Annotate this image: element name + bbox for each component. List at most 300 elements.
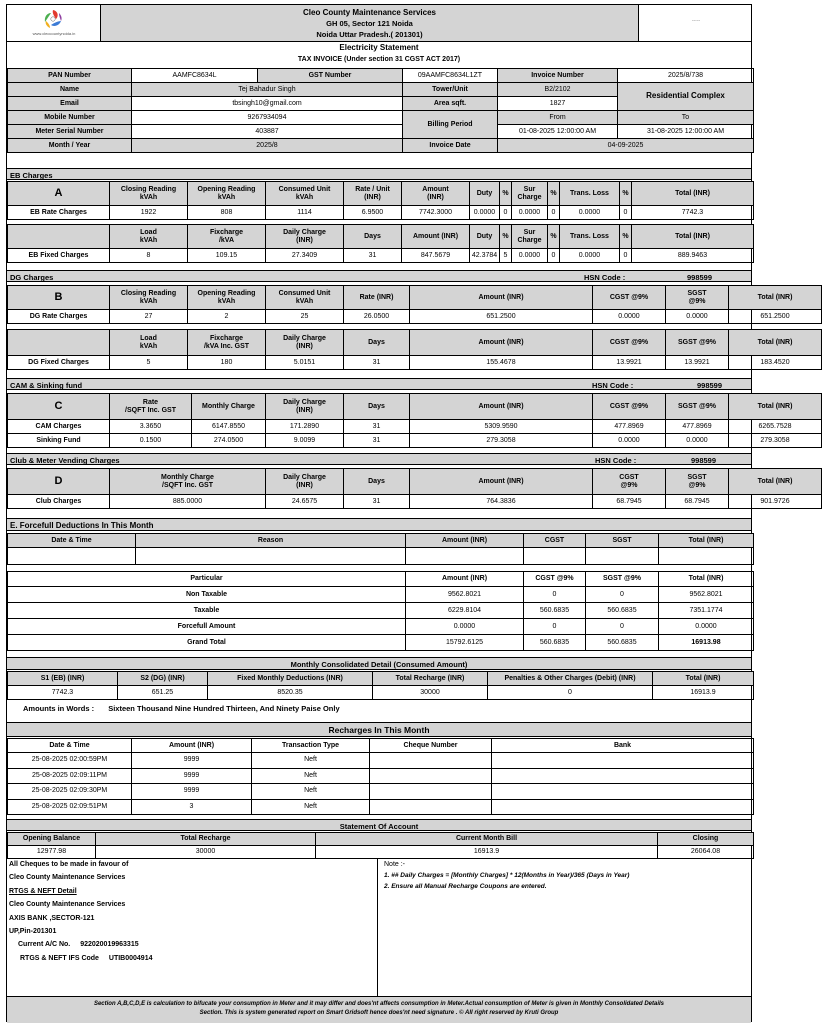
deduction-cgst-header: CGST: [524, 534, 586, 548]
eb-trans-pct-header-2: %: [620, 225, 632, 249]
dg-hsn-label: HSN Code :: [584, 273, 626, 282]
eb-duty-header: Duty: [470, 182, 500, 206]
dg-fixed-sgst: 13.9921: [666, 356, 729, 370]
note-item: 1. ## Daily Charges = [Monthly Charges] * 12(Months in Year)/365 (Days in Year): [384, 872, 630, 879]
meter-serial-label: Meter Serial Number: [8, 125, 132, 139]
ifs-code-value: UTIB0004914: [108, 954, 153, 962]
dg-fixed-total: 183.4520: [729, 356, 822, 370]
eb-fixed-duty: 42.3784: [470, 249, 500, 263]
cam-monthly: 6147.8550: [192, 420, 266, 434]
table-row: [8, 495, 822, 509]
sinking-sgst: 0.0000: [666, 434, 729, 448]
dg-cgst-header: CGST @9%: [593, 286, 666, 310]
club-hsn-code: 998599: [691, 456, 717, 465]
closing-header: Closing: [658, 833, 754, 846]
eb-trans-header-2: Trans. Loss: [560, 225, 620, 249]
recharge-bank: [492, 799, 754, 815]
recharge-date: 25-08-2025 02:00:59PM: [8, 753, 132, 769]
eb-sur-pct-header-2: %: [548, 225, 560, 249]
club-letter: D: [8, 469, 110, 495]
eb-opening-header: Opening Reading kVAh: [188, 182, 266, 206]
club-cgst: 68.7945: [593, 495, 666, 509]
cam-cgst: 477.8969: [593, 420, 666, 434]
recharge-amount: 9999: [132, 784, 252, 800]
cam-daily-header: Daily Charge (INR): [266, 394, 344, 420]
eb-closing-value: 1922: [110, 206, 188, 220]
sinking-days: 31: [344, 434, 410, 448]
deduction-amount-header: Amount (INR): [406, 534, 524, 548]
footer: [7, 996, 751, 1023]
eb-consumed-header: Consumed Unit kVAh: [266, 182, 344, 206]
eb-sur-header-2: Sur Charge: [512, 225, 548, 249]
club-sgst: 68.7945: [666, 495, 729, 509]
recharge-bank-header: Bank: [492, 739, 754, 753]
header: [7, 5, 751, 42]
dg-daily-header: Daily Charge (INR): [266, 330, 344, 356]
payment-line: UP,Pin-201301: [9, 927, 57, 935]
eb-load-value: 8: [110, 249, 188, 263]
invoice-number: 2025/8/738: [618, 69, 754, 83]
company-name: Cleo County Maintenance Services: [303, 8, 436, 17]
dg-section-header: [7, 270, 751, 282]
eb-daily-value: 27.3409: [266, 249, 344, 263]
deductions-section-header: [7, 518, 751, 531]
recharge-date-header: Date & Time: [8, 739, 132, 753]
eb-fixed-trans: 0.0000: [560, 249, 620, 263]
dg-sgst-value: 0.0000: [666, 310, 729, 324]
customer-info: [7, 68, 751, 153]
taxable-cgst: 560.6835: [524, 603, 586, 619]
table-row: [8, 753, 754, 769]
recharge-date: 25-08-2025 02:09:30PM: [8, 784, 132, 800]
club-days-header: Days: [344, 469, 410, 495]
account-number-value: 922020019963315: [80, 941, 139, 949]
summary-particular-header: Particular: [8, 572, 406, 587]
svg-text:www.cleocountynoida.in: www.cleocountynoida.in: [32, 31, 76, 36]
s1-value: 7742.3: [8, 686, 118, 700]
cam-sgst: 477.8969: [666, 420, 729, 434]
dg-rate-header: Rate (INR): [344, 286, 410, 310]
month-year-label: Month / Year: [8, 139, 132, 153]
recharge-date: 25-08-2025 02:09:51PM: [8, 799, 132, 815]
amount-in-words: [7, 704, 751, 713]
current-bill-header: Current Month Bill: [316, 833, 658, 846]
footer-line-1: Section A,B,C,D,E is calculation to bifucate your consumption in Meter and it may differ and does'nt affects consumption in Meter.Actual consumption of Meter is given in Monthly Consolidated Details: [93, 1001, 665, 1007]
summary-table: [7, 571, 751, 651]
company-address-2: Noida Uttar Pradesh.( 201301): [316, 30, 423, 39]
billing-period-label: Billing Period: [403, 111, 498, 139]
summary-amount-header: Amount (INR): [406, 572, 524, 587]
dg-sgst-header: SGST @9%: [666, 286, 729, 310]
dg-daily-value: 5.0151: [266, 356, 344, 370]
eb-section-title: EB Charges: [10, 171, 53, 180]
eb-rate-header: Rate / Unit (INR): [344, 182, 402, 206]
mobile-label: Mobile Number: [8, 111, 132, 125]
taxable-total: 7351.1774: [659, 603, 754, 619]
eb-sur-value: 0.0000: [512, 206, 548, 220]
recharge-amount: 9999: [132, 768, 252, 784]
closing-value: 26064.08: [658, 846, 754, 859]
from-label: From: [498, 111, 618, 125]
grand-total-label: Grand Total: [8, 635, 406, 651]
dg-opening-value: 2: [188, 310, 266, 324]
header-right-mark: -----: [691, 18, 701, 24]
eb-amount-value: 7742.3000: [402, 206, 470, 220]
table-row: [8, 846, 754, 859]
deductions-section-title: E. Forcefull Deductions In This Month: [10, 521, 154, 530]
tower-label: Tower/Unit: [403, 83, 498, 97]
forcefull-amount: 0.0000: [406, 619, 524, 635]
grand-total-cgst: 560.6835: [524, 635, 586, 651]
company-address-1: GH 05, Sector 121 Noida: [326, 19, 413, 28]
eb-fixcharge-value: 109.15: [188, 249, 266, 263]
cam-sgst-header: SGST @9%: [666, 394, 729, 420]
eb-fixed-sur-pct: 0: [548, 249, 560, 263]
table-row: [8, 356, 822, 370]
amount-in-words-value: Sixteen Thousand Nine Hundred Thirteen, And Ninety Paise Only: [108, 704, 340, 713]
forcefull-label: Forcefull Amount: [8, 619, 406, 635]
tower-value: B2/2102: [498, 83, 618, 97]
eb-days-header: Days: [344, 225, 402, 249]
complex-type: Residential Complex: [618, 83, 754, 111]
period-to: 31-08-2025 12:00:00 AM: [618, 125, 754, 139]
nontaxable-cgst: 0: [524, 587, 586, 603]
statement-title: Electricity Statement: [339, 43, 419, 52]
eb-trans-pct-header: %: [620, 182, 632, 206]
dg-fixed-cgst: 13.9921: [593, 356, 666, 370]
account-title: Statement Of Account: [339, 822, 419, 831]
summary-sgst-header: SGST @9%: [586, 572, 659, 587]
opening-balance-header: Opening Balance: [8, 833, 96, 846]
account-number-label: Current A/C No.: [18, 941, 71, 949]
payment-line: Cleo County Maintenance Services: [9, 901, 126, 909]
eb-daily-header: Daily Charge (INR): [266, 225, 344, 249]
deductions-table: [7, 533, 751, 565]
club-monthly: 885.0000: [110, 495, 266, 509]
dg-fixcharge-header: Fixcharge /kVA Inc. GST: [188, 330, 266, 356]
invoice-date: 04-09-2025: [498, 139, 754, 153]
invoice-number-label: Invoice Number: [498, 69, 618, 83]
table-row: [8, 686, 754, 700]
email-label: Email: [8, 97, 132, 111]
recharge-amount-header: Amount (INR): [132, 739, 252, 753]
eb-total-header-2: Total (INR): [632, 225, 754, 249]
area-label: Area sqft.: [403, 97, 498, 111]
table-row: [8, 249, 754, 263]
taxable-label: Taxable: [8, 603, 406, 619]
to-label: To: [618, 111, 754, 125]
recharge-cheque-header: Cheque Number: [370, 739, 492, 753]
footer-line-2: Section. This is system generated report on Smart Gridsoft hence does'nt need signature . © All right reserved by Kruti Group: [199, 1010, 559, 1016]
recharge-cheque: [370, 768, 492, 784]
dg-fixcharge-value: 180: [188, 356, 266, 370]
cam-charges-table: [7, 393, 793, 448]
dg-consumed-header: Consumed Unit kVAh: [266, 286, 344, 310]
dg-closing-header: Closing Reading kVAh: [110, 286, 188, 310]
invoice-document: [6, 4, 793, 1022]
cam-rate-header: Rate /SQFT Inc. GST: [110, 394, 192, 420]
amount-in-words-label: Amounts in Words :: [23, 704, 95, 713]
eb-duty-pct-header: %: [500, 182, 512, 206]
eb-duty-header-2: Duty: [470, 225, 500, 249]
dg-cgst-header-2: CGST @9%: [593, 330, 666, 356]
recharge-type: Neft: [252, 768, 370, 784]
recharge-cheque: [370, 784, 492, 800]
table-row: [8, 206, 754, 220]
table-row: [8, 587, 754, 603]
fixed-deductions-value: 8520.35: [208, 686, 373, 700]
recharge-bank: [492, 784, 754, 800]
statement-subtitle: TAX INVOICE (Under section 31 CGST ACT 2017): [297, 56, 461, 63]
eb-sur-header: Sur Charge: [512, 182, 548, 206]
ifs-code-label: RTGS & NEFT IFS Code: [20, 954, 99, 962]
sinking-rate: 0.1500: [110, 434, 192, 448]
cam-total-header: Total (INR): [729, 394, 822, 420]
recharge-type: Neft: [252, 753, 370, 769]
club-daily: 24.6575: [266, 495, 344, 509]
dg-total-header: Total (INR): [729, 286, 822, 310]
note-item: 2. Ensure all Manual Recharge Coupons are entered.: [384, 883, 547, 890]
eb-days-value: 31: [344, 249, 402, 263]
cleo-county-logo-icon: [7, 5, 101, 41]
recharge-bank: [492, 768, 754, 784]
email-value[interactable]: tbsingh10@gmail.com: [132, 97, 403, 111]
area-value: 1827: [498, 97, 618, 111]
cam-letter: C: [8, 394, 110, 420]
recharge-cheque: [370, 799, 492, 815]
eb-total-header: Total (INR): [632, 182, 754, 206]
eb-duty-pct-value: 0: [500, 206, 512, 220]
eb-fixed-amount: 847.5679: [402, 249, 470, 263]
account-recharge-value: 30000: [96, 846, 316, 859]
eb-fixed-total: 889.9463: [632, 249, 754, 263]
eb-fixed-duty-pct: 5: [500, 249, 512, 263]
dg-fixed-amount: 155.4678: [410, 356, 593, 370]
dg-amount-header-2: Amount (INR): [410, 330, 593, 356]
cam-amount: 5309.9590: [410, 420, 593, 434]
eb-trans-value: 0.0000: [560, 206, 620, 220]
sinking-cgst: 0.0000: [593, 434, 666, 448]
eb-section-header: [7, 168, 751, 180]
table-row: [8, 635, 754, 651]
cam-monthly-header: Monthly Charge: [192, 394, 266, 420]
customer-name: Tej Bahadur Singh: [132, 83, 403, 97]
dg-opening-header: Opening Reading kVAh: [188, 286, 266, 310]
total-recharge-header: Total Recharge (INR): [373, 672, 488, 686]
eb-load-header: Load kVAh: [110, 225, 188, 249]
dg-section-title: DG Charges: [10, 273, 54, 282]
pan-label: PAN Number: [8, 69, 132, 83]
dg-closing-value: 27: [110, 310, 188, 324]
cam-amount-header: Amount (INR): [410, 394, 593, 420]
club-sgst-header: SGST @9%: [666, 469, 729, 495]
eb-letter: A: [8, 182, 110, 206]
cam-rate: 3.3650: [110, 420, 192, 434]
recharge-date: 25-08-2025 02:09:11PM: [8, 768, 132, 784]
recharges-header: [7, 722, 751, 737]
dg-amount-header: Amount (INR): [410, 286, 593, 310]
account-header: [7, 819, 751, 831]
dg-rate-total: 651.2500: [729, 310, 822, 324]
recharge-cheque: [370, 753, 492, 769]
nontaxable-total: 9562.8021: [659, 587, 754, 603]
nontaxable-amount: 9562.8021: [406, 587, 524, 603]
summary-total-header: Total (INR): [659, 572, 754, 587]
forcefull-total: 0.0000: [659, 619, 754, 635]
eb-closing-header: Closing Reading kVAh: [110, 182, 188, 206]
consolidated-total-header: Total (INR): [653, 672, 754, 686]
table-row: [8, 784, 754, 800]
grand-total-sgst: 560.6835: [586, 635, 659, 651]
pan-value: AAMFC8634L: [132, 69, 258, 83]
payment-line: AXIS BANK ,SECTOR-121: [9, 914, 95, 922]
cam-days: 31: [344, 420, 410, 434]
dg-load-value: 5: [110, 356, 188, 370]
eb-rate-total: 7742.3: [632, 206, 754, 220]
consolidated-title: Monthly Consolidated Detail (Consumed Amount): [290, 660, 468, 669]
payment-line: RTGS & NEFT Detail: [9, 887, 77, 895]
dg-fixed-row-label: DG Fixed Charges: [8, 356, 110, 370]
club-amount-header: Amount (INR): [410, 469, 593, 495]
club-total: 901.9726: [729, 495, 822, 509]
consolidated-table: [7, 671, 751, 700]
recharge-type-header: Transaction Type: [252, 739, 370, 753]
recharge-bank: [492, 753, 754, 769]
payment-line: All Cheques to be made in favour of: [9, 861, 129, 868]
s2-header: S2 (DG) (INR): [118, 672, 208, 686]
cam-hsn-code: 998599: [697, 381, 723, 390]
eb-fixcharge-header: Fixcharge /kVA: [188, 225, 266, 249]
penalties-header: Penalties & Other Charges (Debit) (INR): [488, 672, 653, 686]
sinking-total: 279.3058: [729, 434, 822, 448]
payment-details: [7, 858, 378, 996]
ifs-code-line: [9, 955, 375, 968]
club-daily-header: Daily Charge (INR): [266, 469, 344, 495]
payment-line: Cleo County Maintenance Services: [9, 874, 126, 882]
taxable-amount: 6229.8104: [406, 603, 524, 619]
club-row-label: Club Charges: [8, 495, 110, 509]
consolidated-header: [7, 657, 751, 670]
recharge-amount: 3: [132, 799, 252, 815]
gst-value: 09AAMFC8634L1ZT: [403, 69, 498, 83]
eb-rate-value: 6.9500: [344, 206, 402, 220]
dg-load-header: Load kVAh: [110, 330, 188, 356]
eb-trans-pct-value: 0: [620, 206, 632, 220]
invoice-date-label: Invoice Date: [403, 139, 498, 153]
eb-amount-inr-header: Amount (INR): [402, 225, 470, 249]
cam-row-label: CAM Charges: [8, 420, 110, 434]
eb-amount-header: Amount (INR): [402, 182, 470, 206]
meter-serial-value: 403887: [132, 125, 403, 139]
recharge-type: Neft: [252, 799, 370, 815]
club-section-header: [7, 453, 751, 465]
deduction-sgst-header: SGST: [586, 534, 659, 548]
cam-hsn-label: HSN Code :: [592, 381, 634, 390]
total-recharge-value: 30000: [373, 686, 488, 700]
recharges-title: Recharges In This Month: [328, 725, 430, 735]
dg-cgst-value: 0.0000: [593, 310, 666, 324]
cam-section-header: [7, 378, 751, 390]
account-table: [7, 832, 751, 859]
grand-total-total: 16913.98: [659, 635, 754, 651]
dg-sgst-header-2: SGST @9%: [666, 330, 729, 356]
table-row: [8, 603, 754, 619]
eb-sur-pct-value: 0: [548, 206, 560, 220]
dg-charges-table: [7, 285, 793, 370]
club-days: 31: [344, 495, 410, 509]
cam-daily: 171.2890: [266, 420, 344, 434]
club-amount: 764.3836: [410, 495, 593, 509]
table-row: [8, 619, 754, 635]
summary-cgst-header: CGST @9%: [524, 572, 586, 587]
eb-opening-value: 808: [188, 206, 266, 220]
dg-days-value: 31: [344, 356, 410, 370]
sinking-amount: 279.3058: [410, 434, 593, 448]
table-row: [8, 548, 754, 565]
eb-duty-value: 0.0000: [470, 206, 500, 220]
club-monthly-header: Monthly Charge /SQFT Inc. GST: [110, 469, 266, 495]
eb-charges-table: [7, 181, 751, 263]
sinking-monthly: 274.0500: [192, 434, 266, 448]
dg-total-header-2: Total (INR): [729, 330, 822, 356]
dg-consumed-value: 25: [266, 310, 344, 324]
sinking-daily: 9.0099: [266, 434, 344, 448]
eb-sur-pct-header: %: [548, 182, 560, 206]
s2-value: 651.25: [118, 686, 208, 700]
current-bill-value: 16913.9: [316, 846, 658, 859]
recharge-amount: 9999: [132, 753, 252, 769]
penalties-value: 0: [488, 686, 653, 700]
table-row: [8, 434, 822, 448]
dg-amount-value: 651.2500: [410, 310, 593, 324]
table-row: [8, 310, 822, 324]
notes-title: Note :-: [384, 861, 406, 868]
period-from: 01-08-2025 12:00:00 AM: [498, 125, 618, 139]
dg-hsn-code: 998599: [687, 273, 713, 282]
cam-total: 6265.7528: [729, 420, 822, 434]
table-row: [8, 768, 754, 784]
eb-fixed-sur: 0.0000: [512, 249, 548, 263]
recharges-table: [7, 738, 751, 815]
account-number-line: [9, 941, 375, 954]
dg-days-header: Days: [344, 330, 410, 356]
grand-total-amount: 15792.6125: [406, 635, 524, 651]
s1-header: S1 (EB) (INR): [8, 672, 118, 686]
eb-rate-row-label: EB Rate Charges: [8, 206, 110, 220]
mobile-value: 9267934094: [132, 111, 403, 125]
company-block: [101, 5, 639, 41]
club-section-title: Club & Meter Vending Charges: [10, 456, 120, 465]
month-year-value: 2025/8: [132, 139, 403, 153]
deduction-reason-header: Reason: [136, 534, 406, 548]
table-row: [8, 799, 754, 815]
nontaxable-sgst: 0: [586, 587, 659, 603]
eb-duty-pct-header-2: %: [500, 225, 512, 249]
account-recharge-header: Total Recharge: [96, 833, 316, 846]
nontaxable-label: Non Taxable: [8, 587, 406, 603]
consolidated-total-value: 16913.9: [653, 686, 754, 700]
cam-cgst-header: CGST @9%: [593, 394, 666, 420]
eb-consumed-value: 1114: [266, 206, 344, 220]
eb-fixed-row-label: EB Fixed Charges: [8, 249, 110, 263]
club-hsn-label: HSN Code :: [595, 456, 637, 465]
eb-trans-header: Trans. Loss: [560, 182, 620, 206]
forcefull-sgst: 0: [586, 619, 659, 635]
forcefull-cgst: 0: [524, 619, 586, 635]
cam-section-title: CAM & Sinking fund: [10, 381, 83, 390]
taxable-sgst: 560.6835: [586, 603, 659, 619]
fixed-deductions-header: Fixed Monthly Deductions (INR): [208, 672, 373, 686]
